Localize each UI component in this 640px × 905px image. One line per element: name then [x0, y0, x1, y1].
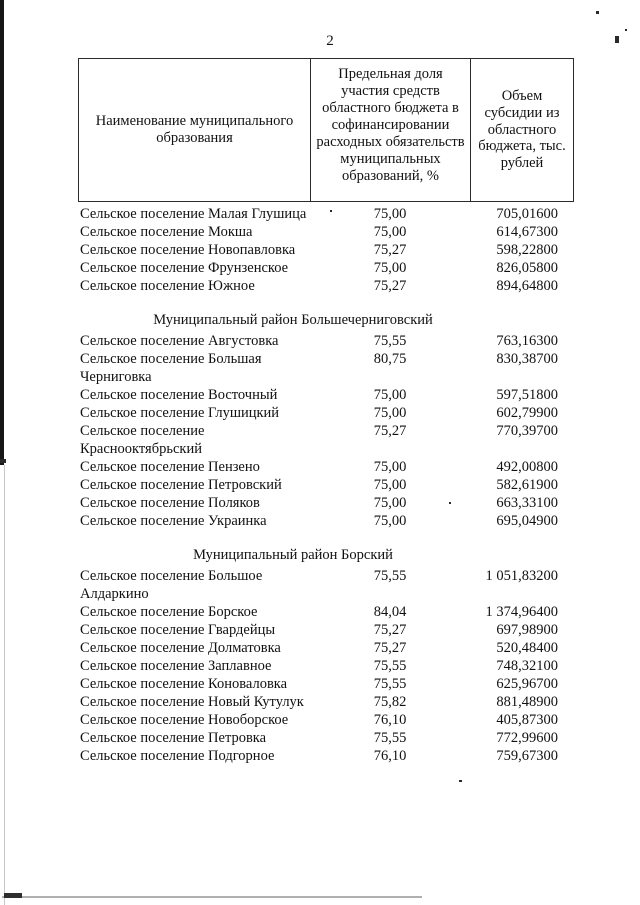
- table-row: [78, 260, 574, 278]
- cell-share: 75,27: [373, 278, 407, 294]
- scan-speck: [625, 29, 627, 31]
- section-title: Муниципальный район Большечерниговский: [153, 312, 433, 328]
- cell-share: 75,55: [373, 729, 407, 746]
- cell-municipality: Сельское поселение Заплавное: [80, 657, 272, 674]
- cell-municipality: Сельское поселение Большое Алдаркино: [80, 567, 263, 602]
- cell-volume: 881,48900: [496, 693, 558, 710]
- cell-volume: 598,22800: [496, 242, 558, 258]
- table-row: [78, 405, 574, 423]
- cell-share: 75,55: [373, 657, 407, 674]
- scan-bottom-corner: [4, 893, 22, 898]
- scan-speck: [596, 11, 599, 14]
- scan-edge-left: [0, 0, 4, 465]
- cell-share: 76,10: [373, 747, 407, 764]
- table-body: [78, 202, 574, 766]
- cell-municipality: Сельское поселение Петровский: [80, 476, 282, 493]
- cell-municipality: Сельское поселение Новопавловка: [80, 242, 296, 258]
- cell-volume: 663,33100: [496, 494, 558, 511]
- section-title: Муниципальный район Борский: [193, 546, 393, 563]
- cell-share: 75,55: [373, 567, 407, 584]
- scan-bottom-edge: [2, 896, 422, 898]
- cell-volume: 772,99600: [496, 729, 558, 746]
- table-row: [78, 423, 574, 459]
- cell-municipality: Сельское поселение Долматовка: [80, 639, 281, 656]
- cell-municipality: Сельское поселение Большая Черниговка: [80, 350, 262, 385]
- table-row: [78, 333, 574, 351]
- cell-share: 75,55: [373, 332, 407, 349]
- table-row: [78, 604, 574, 622]
- cell-share: 75,00: [373, 386, 407, 403]
- cell-share: 75,00: [373, 260, 407, 276]
- table-row: [78, 224, 574, 242]
- cell-municipality: Сельское поселение Глушицкий: [80, 404, 280, 421]
- column-header-municipality: Наименование муниципального образования: [79, 59, 311, 201]
- cell-share: 80,75: [373, 350, 407, 367]
- cell-share: 75,00: [373, 458, 407, 475]
- table-row: [78, 387, 574, 405]
- cell-volume: 597,51800: [496, 386, 558, 403]
- column-header-share: Предельная доля участия средств областного бюджета в софинансировании расходных обязательств муниципальных образований, %: [311, 59, 471, 201]
- cell-municipality: Сельское поселение Новоборское: [80, 711, 289, 728]
- cell-volume: 748,32100: [496, 657, 558, 674]
- cell-volume: 602,79900: [496, 404, 558, 421]
- table-row: [78, 206, 574, 224]
- table-header-row: [78, 58, 574, 202]
- cell-volume: 759,67300: [496, 747, 558, 764]
- cell-municipality: Сельское поселение Малая Глушица: [80, 206, 307, 222]
- cell-share: 75,27: [373, 422, 407, 439]
- table-row: [78, 622, 574, 640]
- cell-volume: 705,01600: [496, 206, 558, 222]
- cell-volume: 1 374,96400: [485, 603, 558, 620]
- cell-share: 76,10: [373, 711, 407, 728]
- table-row: [78, 477, 574, 495]
- cell-share: 75,00: [373, 476, 407, 493]
- cell-volume: 405,87300: [496, 711, 558, 728]
- cell-share: 75,82: [373, 693, 407, 710]
- cell-share: 75,00: [373, 494, 407, 511]
- cell-volume: 894,64800: [496, 278, 558, 294]
- table-row: [78, 658, 574, 676]
- cell-share: 75,27: [373, 242, 407, 258]
- cell-volume: 520,48400: [496, 639, 558, 656]
- cell-volume: 830,38700: [496, 350, 558, 367]
- table-row: [78, 351, 574, 387]
- table-row: [78, 694, 574, 712]
- cell-volume: 1 051,83200: [485, 567, 558, 584]
- cell-volume: 695,04900: [496, 512, 558, 529]
- cell-municipality: Сельское поселение Коноваловка: [80, 675, 288, 692]
- table-row: [78, 242, 574, 260]
- scan-speck: [0, 459, 6, 463]
- table-row: [78, 676, 574, 694]
- cell-volume: 697,98900: [496, 621, 558, 638]
- cell-municipality: Сельское поселение Поляков: [80, 494, 260, 511]
- cell-volume: 614,67300: [496, 224, 558, 240]
- table-row: [78, 459, 574, 477]
- cell-volume: 492,00800: [496, 458, 558, 475]
- cell-share: 75,55: [373, 675, 407, 692]
- table-row: [78, 712, 574, 730]
- cell-municipality: Сельское поселение Краснооктябрьский: [80, 422, 205, 457]
- table-row: [78, 495, 574, 513]
- cell-volume: 826,05800: [496, 260, 558, 276]
- page-number: 2: [326, 33, 334, 49]
- table-row: [78, 640, 574, 658]
- cell-municipality: Сельское поселение Украинка: [80, 512, 267, 529]
- cell-share: 75,00: [373, 404, 407, 421]
- table-row: [78, 513, 574, 531]
- cell-volume: 770,39700: [496, 422, 558, 439]
- scan-speck: [459, 780, 462, 782]
- cell-municipality: Сельское поселение Гвардейцы: [80, 621, 276, 638]
- table-row: [78, 568, 574, 604]
- cell-volume: 763,16300: [496, 332, 558, 349]
- table-row: [78, 748, 574, 766]
- subsidy-table: [78, 58, 574, 766]
- cell-share: 75,00: [373, 224, 407, 240]
- cell-share: 75,27: [373, 621, 407, 638]
- table-row: [78, 278, 574, 296]
- scan-edge-left-lower: [4, 465, 5, 905]
- cell-municipality: Сельское поселение Борское: [80, 603, 258, 620]
- cell-share: 84,04: [373, 603, 407, 620]
- cell-volume: 625,96700: [496, 675, 558, 692]
- cell-share: 75,27: [373, 639, 407, 656]
- cell-municipality: Сельское поселение Подгорное: [80, 747, 275, 764]
- cell-municipality: Сельское поселение Восточный: [80, 386, 278, 403]
- cell-share: 75,00: [373, 206, 407, 222]
- cell-municipality: Сельское поселение Мокша: [80, 224, 253, 240]
- cell-municipality: Сельское поселение Августовка: [80, 332, 279, 349]
- cell-municipality: Сельское поселение Фрунзенское: [80, 260, 289, 276]
- cell-municipality: Сельское поселение Южное: [80, 278, 255, 294]
- table-row: [78, 730, 574, 748]
- cell-share: 75,00: [373, 512, 407, 529]
- cell-volume: 582,61900: [496, 476, 558, 493]
- column-header-volume: Объем субсидии из областного бюджета, тыс. рублей: [478, 87, 566, 172]
- cell-municipality: Сельское поселение Петровка: [80, 729, 267, 746]
- cell-municipality: Сельское поселение Новый Кутулук: [80, 693, 304, 710]
- cell-municipality: Сельское поселение Пензено: [80, 458, 260, 475]
